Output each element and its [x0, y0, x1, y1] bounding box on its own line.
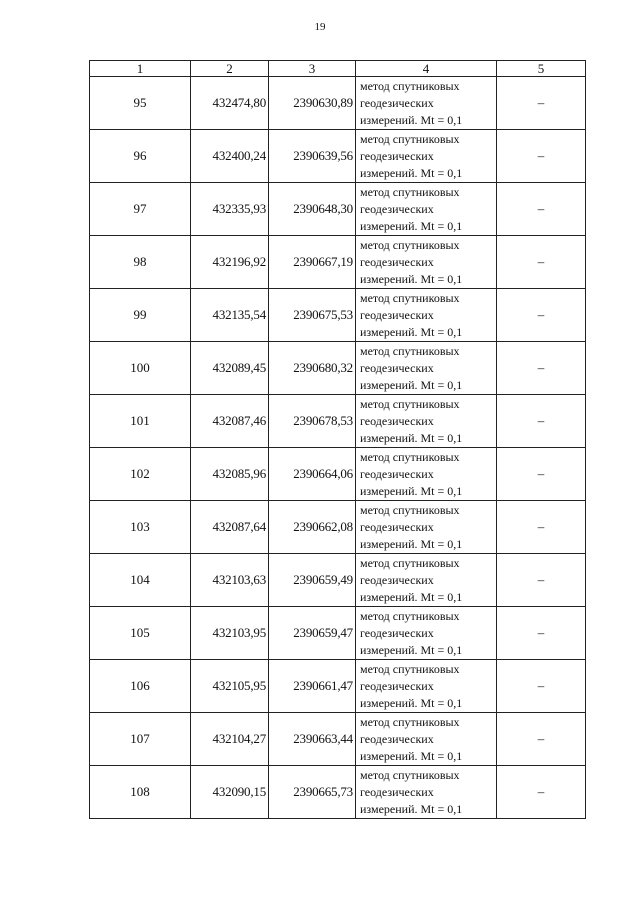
method-cell [356, 448, 497, 501]
point-number-cell: 105 [90, 607, 191, 660]
method-cell [356, 236, 497, 289]
method-cell [356, 766, 497, 819]
point-number-cell: 100 [90, 342, 191, 395]
method-cell [356, 130, 497, 183]
x-coordinate-cell: 432087,46 [191, 395, 269, 448]
note-cell: – [497, 289, 586, 342]
note-cell: – [497, 342, 586, 395]
x-coordinate-cell: 432105,95 [191, 660, 269, 713]
method-text-line-1: метод спутниковых [360, 714, 460, 729]
method-text-line-3: измерений. Mt = 0,1 [360, 218, 463, 233]
y-coordinate-cell: 2390661,47 [269, 660, 356, 713]
point-number-cell: 95 [90, 77, 191, 130]
point-number-cell: 102 [90, 448, 191, 501]
method-text-line-3: измерений. Mt = 0,1 [360, 377, 463, 392]
method-text-line-1: метод спутниковых [360, 396, 460, 411]
method-text-line-1: метод спутниковых [360, 608, 460, 623]
point-number-cell: 104 [90, 554, 191, 607]
note-cell: – [497, 501, 586, 554]
method-cell [356, 183, 497, 236]
method-text-line-3: измерений. Mt = 0,1 [360, 430, 463, 445]
table-row [90, 289, 586, 342]
note-cell: – [497, 395, 586, 448]
method-text-line-2: геодезических [360, 625, 434, 640]
method-text-line-3: измерений. Mt = 0,1 [360, 536, 463, 551]
y-coordinate-cell: 2390639,56 [269, 130, 356, 183]
x-coordinate-cell: 432085,96 [191, 448, 269, 501]
note-cell: – [497, 77, 586, 130]
table-row [90, 130, 586, 183]
method-text-line-2: геодезических [360, 95, 434, 110]
x-coordinate-cell: 432090,15 [191, 766, 269, 819]
y-coordinate-cell: 2390665,73 [269, 766, 356, 819]
x-coordinate-cell: 432135,54 [191, 289, 269, 342]
table-row [90, 183, 586, 236]
method-text-line-2: геодезических [360, 519, 434, 534]
note-cell: – [497, 713, 586, 766]
page-number: 19 [314, 21, 326, 33]
y-coordinate-cell: 2390663,44 [269, 713, 356, 766]
point-number-cell: 106 [90, 660, 191, 713]
method-cell [356, 660, 497, 713]
coordinates-table [89, 60, 586, 819]
table-row [90, 501, 586, 554]
method-text-line-1: метод спутниковых [360, 502, 460, 517]
note-cell: – [497, 660, 586, 713]
method-text-line-3: измерений. Mt = 0,1 [360, 165, 463, 180]
table-row [90, 77, 586, 130]
x-coordinate-cell: 432087,64 [191, 501, 269, 554]
table-row [90, 448, 586, 501]
header-col-5: 5 [497, 61, 586, 77]
table-body [90, 77, 586, 819]
method-text-line-3: измерений. Mt = 0,1 [360, 801, 463, 816]
note-cell: – [497, 130, 586, 183]
point-number-cell: 99 [90, 289, 191, 342]
point-number-cell: 107 [90, 713, 191, 766]
point-number-cell: 97 [90, 183, 191, 236]
header-col-3: 3 [269, 61, 356, 77]
method-cell [356, 713, 497, 766]
y-coordinate-cell: 2390667,19 [269, 236, 356, 289]
method-text-line-1: метод спутниковых [360, 661, 460, 676]
method-text-line-2: геодезических [360, 360, 434, 375]
x-coordinate-cell: 432335,93 [191, 183, 269, 236]
method-text-line-2: геодезических [360, 148, 434, 163]
table-row [90, 766, 586, 819]
method-text-line-3: измерений. Mt = 0,1 [360, 324, 463, 339]
table-row [90, 660, 586, 713]
note-cell: – [497, 554, 586, 607]
method-cell [356, 554, 497, 607]
point-number-cell: 96 [90, 130, 191, 183]
method-text-line-2: геодезических [360, 201, 434, 216]
method-cell [356, 77, 497, 130]
method-text-line-3: измерений. Mt = 0,1 [360, 271, 463, 286]
method-text-line-1: метод спутниковых [360, 343, 460, 358]
x-coordinate-cell: 432103,95 [191, 607, 269, 660]
method-text-line-3: измерений. Mt = 0,1 [360, 748, 463, 763]
method-text-line-2: геодезических [360, 784, 434, 799]
y-coordinate-cell: 2390659,47 [269, 607, 356, 660]
note-cell: – [497, 607, 586, 660]
method-text-line-2: геодезических [360, 413, 434, 428]
header-col-2: 2 [191, 61, 269, 77]
method-text-line-3: измерений. Mt = 0,1 [360, 589, 463, 604]
method-text-line-1: метод спутниковых [360, 767, 460, 782]
x-coordinate-cell: 432103,63 [191, 554, 269, 607]
table-row [90, 342, 586, 395]
method-text-line-2: геодезических [360, 466, 434, 481]
method-text-line-1: метод спутниковых [360, 237, 460, 252]
point-number-cell: 98 [90, 236, 191, 289]
method-text-line-2: геодезических [360, 731, 434, 746]
method-text-line-3: измерений. Mt = 0,1 [360, 112, 463, 127]
y-coordinate-cell: 2390648,30 [269, 183, 356, 236]
header-col-1: 1 [90, 61, 191, 77]
method-text-line-1: метод спутниковых [360, 449, 460, 464]
method-text-line-2: геодезических [360, 678, 434, 693]
x-coordinate-cell: 432104,27 [191, 713, 269, 766]
y-coordinate-cell: 2390664,06 [269, 448, 356, 501]
method-cell [356, 289, 497, 342]
y-coordinate-cell: 2390630,89 [269, 77, 356, 130]
method-cell [356, 501, 497, 554]
point-number-cell: 101 [90, 395, 191, 448]
x-coordinate-cell: 432089,45 [191, 342, 269, 395]
method-text-line-2: геодезических [360, 307, 434, 322]
method-text-line-1: метод спутниковых [360, 555, 460, 570]
x-coordinate-cell: 432400,24 [191, 130, 269, 183]
note-cell: – [497, 183, 586, 236]
x-coordinate-cell: 432196,92 [191, 236, 269, 289]
method-text-line-3: измерений. Mt = 0,1 [360, 642, 463, 657]
table-row [90, 607, 586, 660]
method-text-line-2: геодезических [360, 254, 434, 269]
method-text-line-1: метод спутниковых [360, 290, 460, 305]
table-row [90, 236, 586, 289]
header-col-4: 4 [356, 61, 497, 77]
y-coordinate-cell: 2390675,53 [269, 289, 356, 342]
method-cell [356, 607, 497, 660]
note-cell: – [497, 236, 586, 289]
y-coordinate-cell: 2390680,32 [269, 342, 356, 395]
method-cell [356, 342, 497, 395]
table-row [90, 713, 586, 766]
method-text-line-1: метод спутниковых [360, 78, 460, 93]
y-coordinate-cell: 2390678,53 [269, 395, 356, 448]
method-cell [356, 395, 497, 448]
y-coordinate-cell: 2390662,08 [269, 501, 356, 554]
table-row [90, 554, 586, 607]
table-header-row [90, 61, 586, 77]
y-coordinate-cell: 2390659,49 [269, 554, 356, 607]
note-cell: – [497, 448, 586, 501]
note-cell: – [497, 766, 586, 819]
x-coordinate-cell: 432474,80 [191, 77, 269, 130]
method-text-line-1: метод спутниковых [360, 131, 460, 146]
method-text-line-1: метод спутниковых [360, 184, 460, 199]
point-number-cell: 108 [90, 766, 191, 819]
table-row [90, 395, 586, 448]
method-text-line-3: измерений. Mt = 0,1 [360, 695, 463, 710]
point-number-cell: 103 [90, 501, 191, 554]
method-text-line-2: геодезических [360, 572, 434, 587]
method-text-line-3: измерений. Mt = 0,1 [360, 483, 463, 498]
